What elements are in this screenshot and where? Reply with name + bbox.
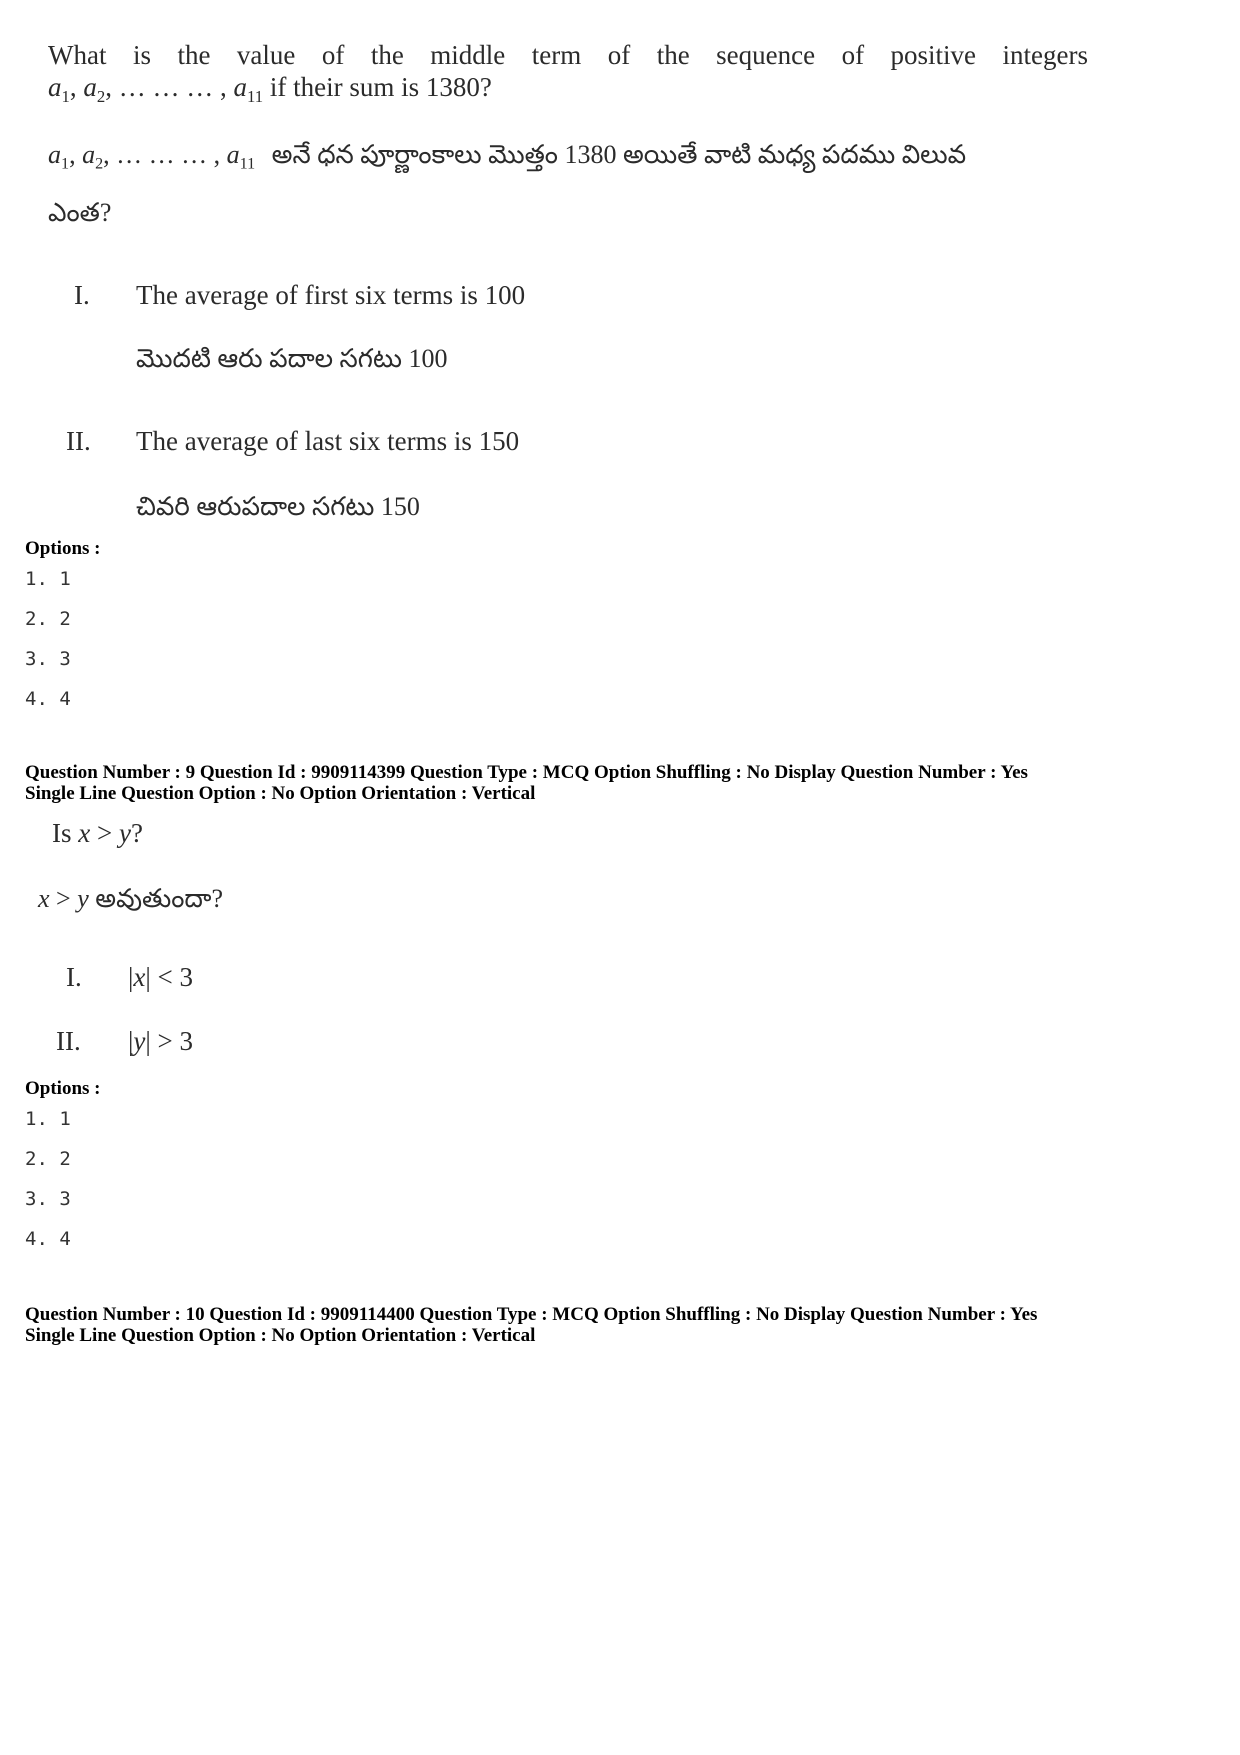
q8-option-3[interactable]: 3. 3 [25, 648, 71, 670]
q9-header-line2: Single Line Question Option : No Option Orientation : Vertical [25, 783, 536, 804]
q10-header-line2: Single Line Question Option : No Option Orientation : Vertical [25, 1325, 536, 1346]
statement-telugu: మొదటి ఆరు పదాల సగటు 100 [136, 344, 448, 373]
q9-option-1[interactable]: 1. 1 [25, 1108, 71, 1130]
statement-number: II. [66, 426, 91, 456]
q8-question-english-line1: What is the value of the middle term of the sequence of positive integers [48, 40, 1088, 70]
statement-telugu: చివరి ఆరుపదాల సగటు 150 [136, 492, 420, 521]
statement-number: II. [56, 1026, 81, 1056]
q8-options-label: Options : [25, 538, 101, 559]
q8-question-english-line2: $a_1$, $a_2$, … … … , $a_{11}$ if their sum is 1380? [48, 72, 492, 106]
q9-option-4[interactable]: 4. 4 [25, 1228, 71, 1250]
statement-english: The average of last six terms is 150 [136, 426, 520, 456]
statement-number: I. [66, 962, 82, 992]
statement-english: The average of first six terms is 100 [136, 280, 526, 310]
q9-header-line1: Question Number : 9 Question Id : 9909114399 Question Type : MCQ Option Shuffling : No Display Question Number : Yes [25, 762, 1028, 783]
q9-question-english: Is x > y? [52, 818, 143, 848]
q10-header-line1: Question Number : 10 Question Id : 9909114400 Question Type : MCQ Option Shuffling : No Display Question Number : Yes [25, 1304, 1038, 1325]
statement-expression: |x| < 3 [128, 962, 194, 992]
q8-question-telugu-line1: $a_1$, $a_2$, … … … , $a_{11}$ అనే ధన పూర్ణాంకాలు మొత్తం 1380 అయితే వాటి మధ్య పదము విలువ [48, 140, 967, 173]
statement-expression: |y| > 3 [128, 1026, 194, 1056]
q8-option-1[interactable]: 1. 1 [25, 568, 71, 590]
q8-option-4[interactable]: 4. 4 [25, 688, 71, 710]
q8-question-telugu-line2: ఎంత? [48, 198, 112, 227]
sequence-expression: $a_1$, $a_2$, … … … , $a_{11}$ [48, 140, 256, 173]
sequence-expression: $a_1$, $a_2$, … … … , $a_{11}$ [48, 72, 264, 106]
q9-option-2[interactable]: 2. 2 [25, 1148, 71, 1170]
statement-number: I. [74, 280, 90, 310]
q9-options-label: Options : [25, 1078, 101, 1099]
q9-question-telugu: x > y అవుతుందా? [38, 884, 223, 913]
q8-option-2[interactable]: 2. 2 [25, 608, 71, 630]
q9-option-3[interactable]: 3. 3 [25, 1188, 71, 1210]
